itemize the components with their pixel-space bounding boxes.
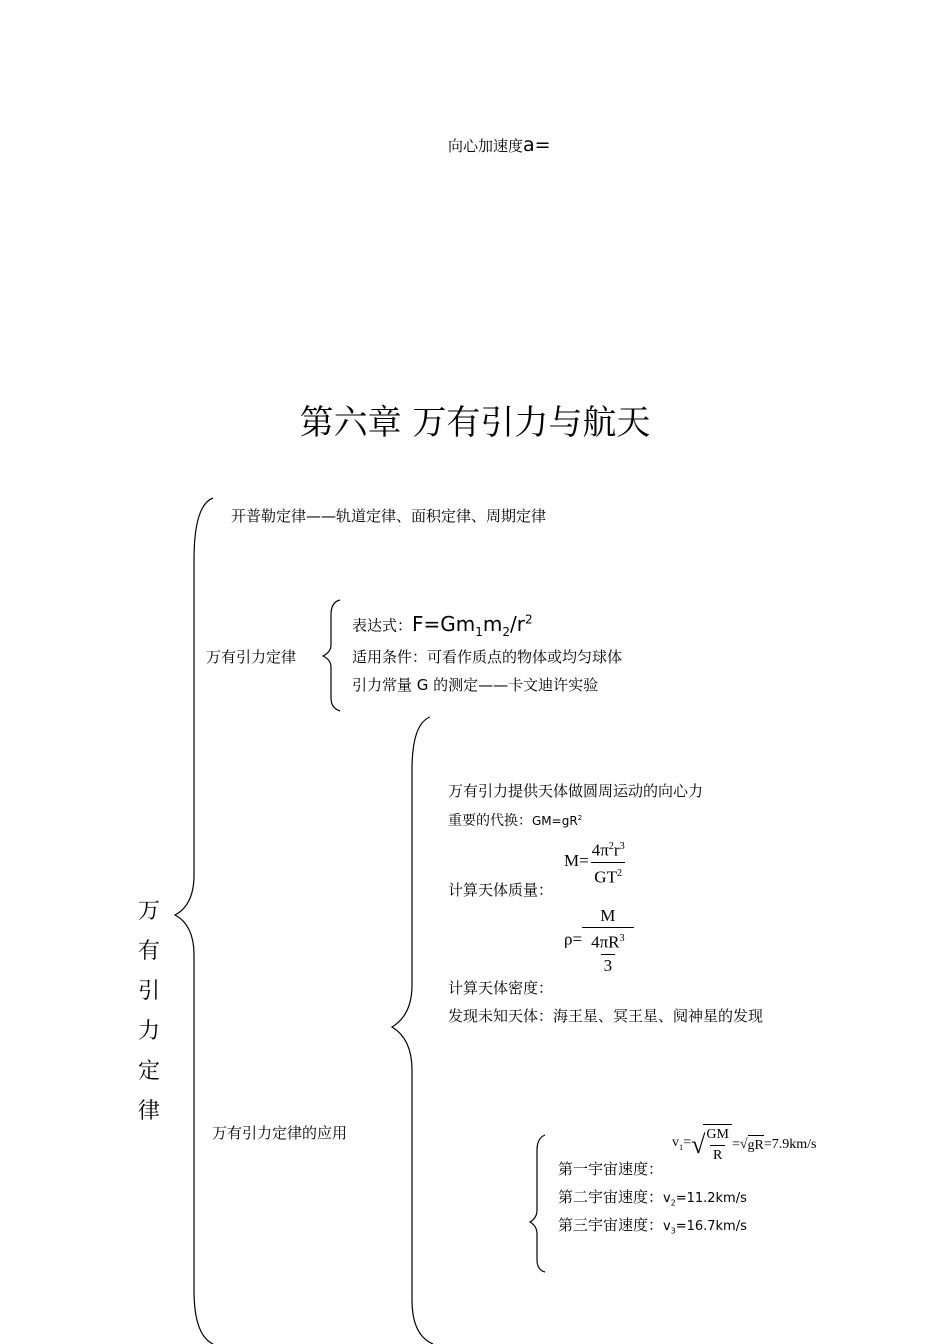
law-brace: [323, 600, 340, 711]
law-expression-line: [352, 606, 533, 645]
centripetal-acceleration-label: 向心加速度: [448, 137, 524, 155]
substitution-line: 重要的代换：$GM=gR^2$: [448, 813, 583, 829]
sqrt-sign: √: [739, 1137, 748, 1152]
first-cosmic-velocity-label: 第一宇宙速度：: [558, 1160, 664, 1178]
gravitation-law-label: 万有引力定律: [206, 648, 297, 666]
gravitational-constant: 引力常量 G 的测定——卡文迪许实验: [352, 676, 599, 694]
vertical-title-char: 力: [137, 1019, 160, 1044]
first-cosmic-velocity-formula: $v_1=$ √ $\frac{GM}{R}$ = √ gR =7.9km/s: [672, 1124, 817, 1166]
cosmic-brace: [530, 1135, 545, 1272]
centripetal-acceleration-line: [448, 135, 551, 156]
mass-label: 计算天体质量：: [448, 881, 554, 899]
application-brace: [392, 717, 433, 1344]
vertical-title-char: 引: [137, 979, 160, 1004]
third-cosmic-velocity: 第三宇宙速度：$v_3=16.7km/s$: [558, 1216, 747, 1236]
centripetal-acceleration-expr: a=: [523, 134, 551, 156]
vertical-title: [134, 892, 164, 1132]
application-label: 万有引力定律的应用: [212, 1124, 348, 1142]
density-formula: ρ= $\frac{M}{\frac{4\pi R^3}{3}}$: [564, 905, 634, 977]
vertical-title-char: 有: [137, 939, 160, 964]
substitution-formula: $GM=gR^2$: [532, 813, 583, 828]
main-brace: [175, 498, 213, 1344]
law-expression: $F=Gm_1m_2/r^2$: [412, 611, 533, 639]
discovery-of-planets: 发现未知天体：海王星、冥王星、阋神星的发现: [448, 1007, 764, 1025]
second-cosmic-velocity: 第二宇宙速度：$v_2=11.2km/s$: [558, 1188, 747, 1208]
expression-label: 表达式：: [352, 616, 413, 635]
provides-centripetal-force: 万有引力提供天体做圆周运动的向心力: [448, 782, 704, 800]
density-label: 计算天体密度：: [448, 979, 554, 997]
vertical-title-char: 定: [137, 1059, 160, 1084]
mass-formula: M= $\frac{4\pi^2r^3}{GT^2}$: [564, 840, 625, 887]
sqrt-sign: √: [691, 1130, 706, 1159]
law-condition: 适用条件：可看作质点的物体或均匀球体: [352, 648, 623, 666]
chapter-title: 第六章 万有引力与航天: [299, 403, 651, 443]
vertical-title-char: 律: [137, 1099, 160, 1124]
kepler-laws: 开普勒定律——轨道定律、面积定律、周期定律: [231, 507, 547, 525]
vertical-title-char: 万: [137, 899, 160, 924]
